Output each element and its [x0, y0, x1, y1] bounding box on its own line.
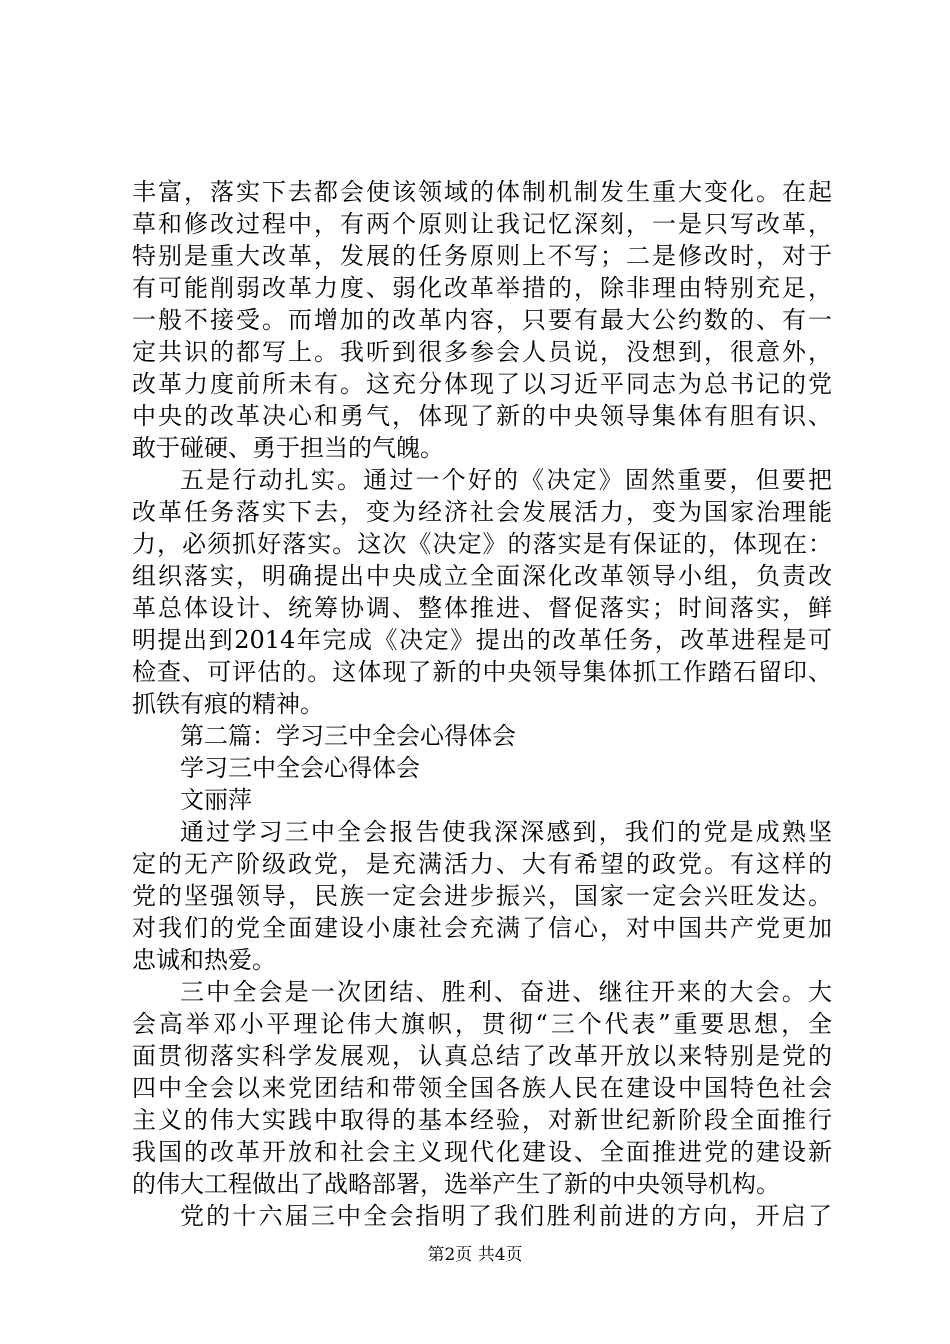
document-body — [132, 176, 832, 1232]
text-line: 组织落实，明确提出中央成立全面深化改革领导小组，负责改 — [132, 562, 832, 590]
text-line: 丰富，落实下去都会使该领域的体制机制发生重大变化。在起 — [132, 178, 832, 206]
text-line: 我国的改革开放和社会主义现代化建设、全面推进党的建设新 — [132, 1138, 832, 1166]
text-line: 学习三中全会心得体会 — [180, 754, 420, 782]
text-line: 一般不接受。而增加的改革内容，只要有最大公约数的、有一 — [132, 306, 832, 334]
text-line: 革总体设计、统筹协调、整体推进、督促落实；时间落实，鲜 — [132, 594, 832, 622]
text-line: 有可能削弱改革力度、弱化改革举措的，除非理由特别充足， — [132, 274, 832, 302]
text-line: 特别是重大改革，发展的任务原则上不写；二是修改时，对于 — [132, 242, 832, 270]
text-line: 文丽萍 — [180, 786, 252, 814]
text-line: 会高举邓小平理论伟大旗帜，贯彻“三个代表”重要思想，全 — [132, 1010, 832, 1038]
text-line: 五是行动扎实。通过一个好的《决定》固然重要，但要把 — [180, 466, 832, 494]
text-line: 三中全会是一次团结、胜利、奋进、继往开来的大会。大 — [180, 978, 832, 1006]
text-line: 定的无产阶级政党，是充满活力、大有希望的政党。有这样的 — [132, 850, 832, 878]
text-line: 改革力度前所未有。这充分体现了以习近平同志为总书记的党 — [132, 370, 832, 398]
text-line: 面贯彻落实科学发展观，认真总结了改革开放以来特别是党的 — [132, 1042, 832, 1070]
text-line: 第二篇：学习三中全会心得体会 — [180, 722, 516, 750]
text-line: 党的坚强领导，民族一定会进步振兴，国家一定会兴旺发达。 — [132, 882, 832, 910]
text-line: 对我们的党全面建设小康社会充满了信心，对中国共产党更加 — [132, 914, 832, 942]
text-line: 定共识的都写上。我听到很多参会人员说，没想到，很意外， — [132, 338, 832, 366]
text-line: 明提出到2014年完成《决定》提出的改革任务，改革进程是可 — [132, 626, 832, 654]
text-line: 改革任务落实下去，变为经济社会发展活力，变为国家治理能 — [132, 498, 832, 526]
text-line: 检查、可评估的。这体现了新的中央领导集体抓工作踏石留印、 — [132, 658, 832, 686]
text-line: 的伟大工程做出了战略部署，选举产生了新的中央领导机构。 — [132, 1170, 780, 1198]
text-line: 抓铁有痕的精神。 — [132, 690, 324, 718]
page-footer: 第2页 共4页 — [427, 1245, 523, 1265]
text-line: 主义的伟大实践中取得的基本经验，对新世纪新阶段全面推行 — [132, 1106, 832, 1134]
text-line: 党的十六届三中全会指明了我们胜利前进的方向，开启了 — [180, 1202, 832, 1230]
text-line: 中央的改革决心和勇气，体现了新的中央领导集体有胆有识、 — [132, 402, 832, 430]
text-line: 力，必须抓好落实。这次《决定》的落实是有保证的，体现在： — [132, 530, 832, 558]
text-line: 草和修改过程中，有两个原则让我记忆深刻，一是只写改革， — [132, 210, 832, 238]
text-line: 敢于碰硬、勇于担当的气魄。 — [132, 434, 444, 462]
text-line: 忠诚和热爱。 — [132, 946, 276, 974]
text-line: 通过学习三中全会报告使我深深感到，我们的党是成熟坚 — [180, 818, 832, 846]
text-line: 四中全会以来党团结和带领全国各族人民在建设中国特色社会 — [132, 1074, 832, 1102]
